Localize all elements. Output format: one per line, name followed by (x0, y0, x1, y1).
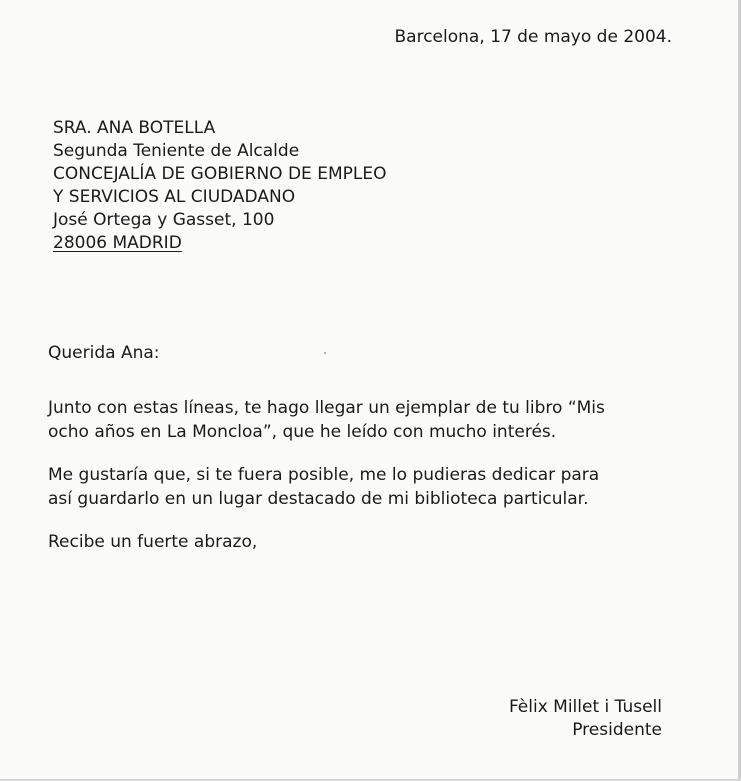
signature-name: Fèlix Millet i Tusell (508, 697, 662, 717)
paragraph-1-line-1: Junto con estas líneas, te hago llegar un ejemplar de tu libro “Mis (48, 398, 605, 418)
letter-closing: Recibe un fuerte abrazo, (48, 532, 258, 552)
recipient-department-line2: Y SERVICIOS AL CIUDADANO (53, 187, 296, 207)
letter-date: Barcelona, 17 de mayo de 2004. (394, 27, 672, 47)
signature-block (509, 696, 662, 742)
recipient-department-line1: CONCEJALÍA DE GOBIERNO DE EMPLEO (53, 164, 387, 184)
paragraph-2-line-1: Me gustaría que, si te fuera posible, me lo pudieras dedicar para (48, 465, 600, 485)
recipient-title: Segunda Teniente de Alcalde (53, 141, 300, 161)
letter-paragraph-1 (48, 397, 605, 445)
recipient-city: 28006 MADRID (53, 233, 182, 253)
recipient-street: José Ortega y Gasset, 100 (53, 210, 275, 230)
signature-role: Presidente (572, 720, 662, 740)
recipient-name: SRA. ANA BOTELLA (53, 118, 216, 138)
paper-speck (324, 352, 326, 354)
letter-greeting: Querida Ana: (48, 343, 160, 363)
paragraph-1-line-2: ocho años en La Moncloa”, que he leído con mucho interés. (48, 422, 557, 442)
letter-paragraph-2 (48, 464, 599, 512)
recipient-address (53, 117, 386, 255)
paragraph-2-line-2: así guardarlo en un lugar destacado de mi biblioteca particular. (48, 489, 589, 509)
